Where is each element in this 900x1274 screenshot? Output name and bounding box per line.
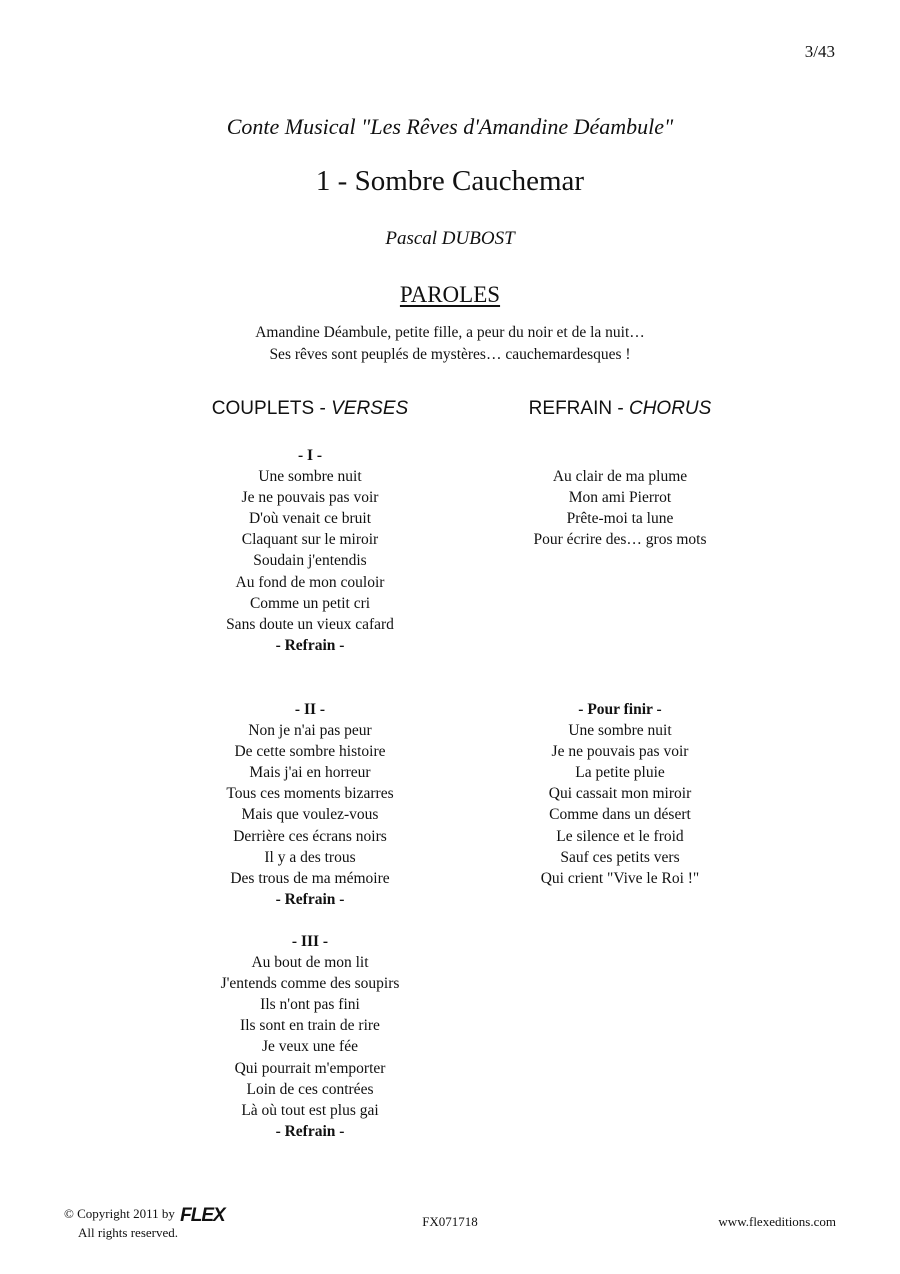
lyric-line: Mais que voulez-vous bbox=[241, 806, 379, 824]
finale-stanza bbox=[470, 699, 770, 889]
chorus-translation: CHORUS bbox=[628, 398, 712, 419]
flex-logo: FLEX bbox=[180, 1205, 225, 1226]
lyric-line: Sauf ces petits vers bbox=[560, 848, 680, 866]
page-number: 3/43 bbox=[804, 42, 835, 61]
song-title: 1 - Sombre Cauchemar bbox=[315, 165, 585, 197]
lyric-line: Soudain j'entendis bbox=[253, 552, 367, 570]
lyric-line: Sans doute un vieux cafard bbox=[226, 615, 394, 633]
lyric-line: La petite pluie bbox=[575, 764, 665, 782]
rights-text: All rights reserved. bbox=[78, 1225, 179, 1240]
verses-label: COUPLETS bbox=[211, 398, 315, 419]
website-url: www.flexeditions.com bbox=[718, 1214, 836, 1229]
lyric-line: Qui cassait mon miroir bbox=[548, 785, 692, 803]
verse-3 bbox=[160, 931, 460, 1142]
verse-2 bbox=[160, 699, 460, 910]
lyric-line: Claquant sur le miroir bbox=[241, 531, 379, 549]
verse-number: - I - bbox=[297, 447, 323, 464]
refrain-marker: - Refrain - bbox=[275, 636, 345, 654]
verse-number: - III - bbox=[291, 933, 329, 950]
lyric-line: Comme un petit cri bbox=[249, 594, 371, 612]
lyric-line: Derrière ces écrans noirs bbox=[233, 827, 387, 845]
lyric-line: Ils sont en train de rire bbox=[240, 1017, 380, 1035]
lyric-line: Il y a des trous bbox=[264, 848, 356, 866]
catalog-code: FX071718 bbox=[422, 1214, 478, 1229]
verses-column-heading bbox=[160, 398, 460, 420]
lyric-line: Au fond de mon couloir bbox=[235, 573, 385, 591]
lyric-line: Au clair de ma plume bbox=[552, 468, 688, 485]
lyric-line: Qui pourrait m'emporter bbox=[234, 1059, 386, 1077]
intro-line-1: Amandine Déambule, petite fille, a peur du noir et de la nuit… bbox=[255, 324, 645, 341]
section-heading bbox=[0, 282, 900, 308]
chorus-separator: - bbox=[612, 398, 629, 419]
lyric-line: Je ne pouvais pas voir bbox=[551, 743, 689, 761]
lyric-line: Ils n'ont pas fini bbox=[260, 996, 360, 1014]
lyric-line: Une sombre nuit bbox=[258, 468, 362, 486]
chorus-label: REFRAIN bbox=[528, 398, 613, 419]
lyric-line: De cette sombre histoire bbox=[234, 743, 386, 761]
lyric-line: Le silence et le froid bbox=[556, 827, 684, 845]
lyric-line: Des trous de ma mémoire bbox=[230, 869, 390, 887]
author-name: Pascal DUBOST bbox=[385, 228, 515, 249]
chorus-column-heading bbox=[470, 398, 770, 420]
verses-separator: - bbox=[314, 398, 332, 419]
intro-line-2: Ses rêves sont peuplés de mystères… cauchemardesques ! bbox=[269, 346, 631, 363]
refrain-marker: - Refrain - bbox=[275, 1122, 345, 1140]
lyric-line: Une sombre nuit bbox=[568, 722, 672, 740]
lyric-line: Au bout de mon lit bbox=[251, 954, 369, 972]
lyric-line: Pour écrire des… gros mots bbox=[533, 531, 707, 549]
verse-number: - II - bbox=[294, 701, 326, 718]
lyric-line: Je ne pouvais pas voir bbox=[241, 489, 379, 507]
verse-1 bbox=[160, 445, 460, 656]
lyric-line: Je veux une fée bbox=[262, 1038, 358, 1056]
series-title: Conte Musical "Les Rêves d'Amandine Déambule" bbox=[226, 114, 674, 139]
lyric-line: Comme dans un désert bbox=[549, 806, 691, 824]
lyric-line: Prête-moi ta lune bbox=[566, 510, 674, 528]
lyric-line: Tous ces moments bizarres bbox=[226, 785, 394, 803]
lyric-line: J'entends comme des soupirs bbox=[220, 975, 400, 993]
verses-translation: VERSES bbox=[331, 398, 409, 419]
lyric-line: Mon ami Pierrot bbox=[568, 489, 672, 507]
lyric-line: D'où venait ce bruit bbox=[248, 510, 372, 528]
lyric-line: Là où tout est plus gai bbox=[241, 1101, 379, 1119]
paroles-heading: PAROLES bbox=[399, 282, 501, 307]
intro-text bbox=[0, 322, 900, 366]
finale-heading: - Pour finir - bbox=[578, 701, 662, 718]
lyric-line: Mais j'ai en horreur bbox=[249, 764, 371, 782]
lyric-line: Non je n'ai pas peur bbox=[248, 722, 372, 740]
lyric-line: Qui crient "Vive le Roi !" bbox=[540, 869, 700, 887]
refrain-marker: - Refrain - bbox=[275, 890, 345, 908]
copyright-text: © Copyright 2011 by bbox=[64, 1206, 175, 1221]
lyric-line: Loin de ces contrées bbox=[246, 1080, 374, 1098]
chorus-stanza bbox=[470, 466, 770, 550]
